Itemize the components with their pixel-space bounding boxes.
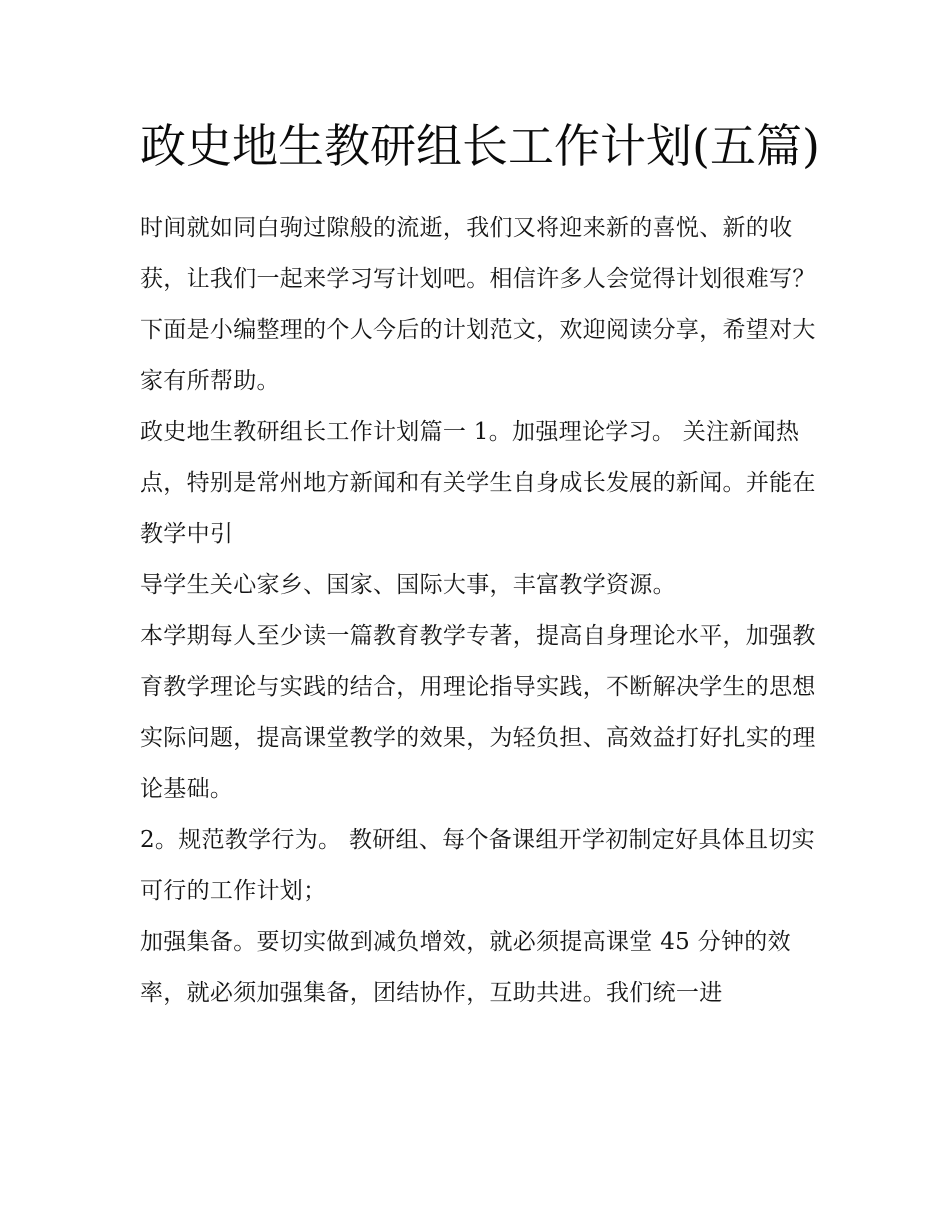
document-title: 政史地生教研组长工作计划(五篇) [140, 119, 820, 173]
paragraph-teaching-behavior: 2。规范教学行为。 教研组、每个备课组开学初制定好具体且切实可行的工作计划； [140, 827, 815, 904]
document-body [140, 112, 820, 1019]
paragraph-plan-one-theory: 政史地生教研组长工作计划篇一 1。加强理论学习。 关注新闻热点，特别是常州地方新闻和有关学生自身成长发展的新闻。并能在教学中引 [140, 419, 816, 547]
paragraph-collective-prep: 加强集备。要切实做到减负增效，就必须提高课堂 45 分钟的效率，就必须加强集备，团结协作，互助共进。我们统一进 [140, 929, 791, 1006]
paragraph-guide-students: 导学生关心家乡、国家、国际大事，丰富教学资源。 [140, 572, 676, 598]
paragraph-reading: 本学期每人至少读一篇教育教学专著，提高自身理论水平，加强教育教学理论与实践的结合，用理论指导实践，不断解决学生的思想实际问题，提高课堂教学的效果，为轻负担、高效益打好扎实的理论基础。 [140, 623, 816, 802]
paragraph-intro: 时间就如同白驹过隙般的流逝，我们又将迎来新的喜悦、新的收获，让我们一起来学习写计划吧。相信许多人会觉得计划很难写？下面是小编整理的个人今后的计划范文，欢迎阅读分享，希望对大家有所帮助。 [140, 215, 816, 394]
